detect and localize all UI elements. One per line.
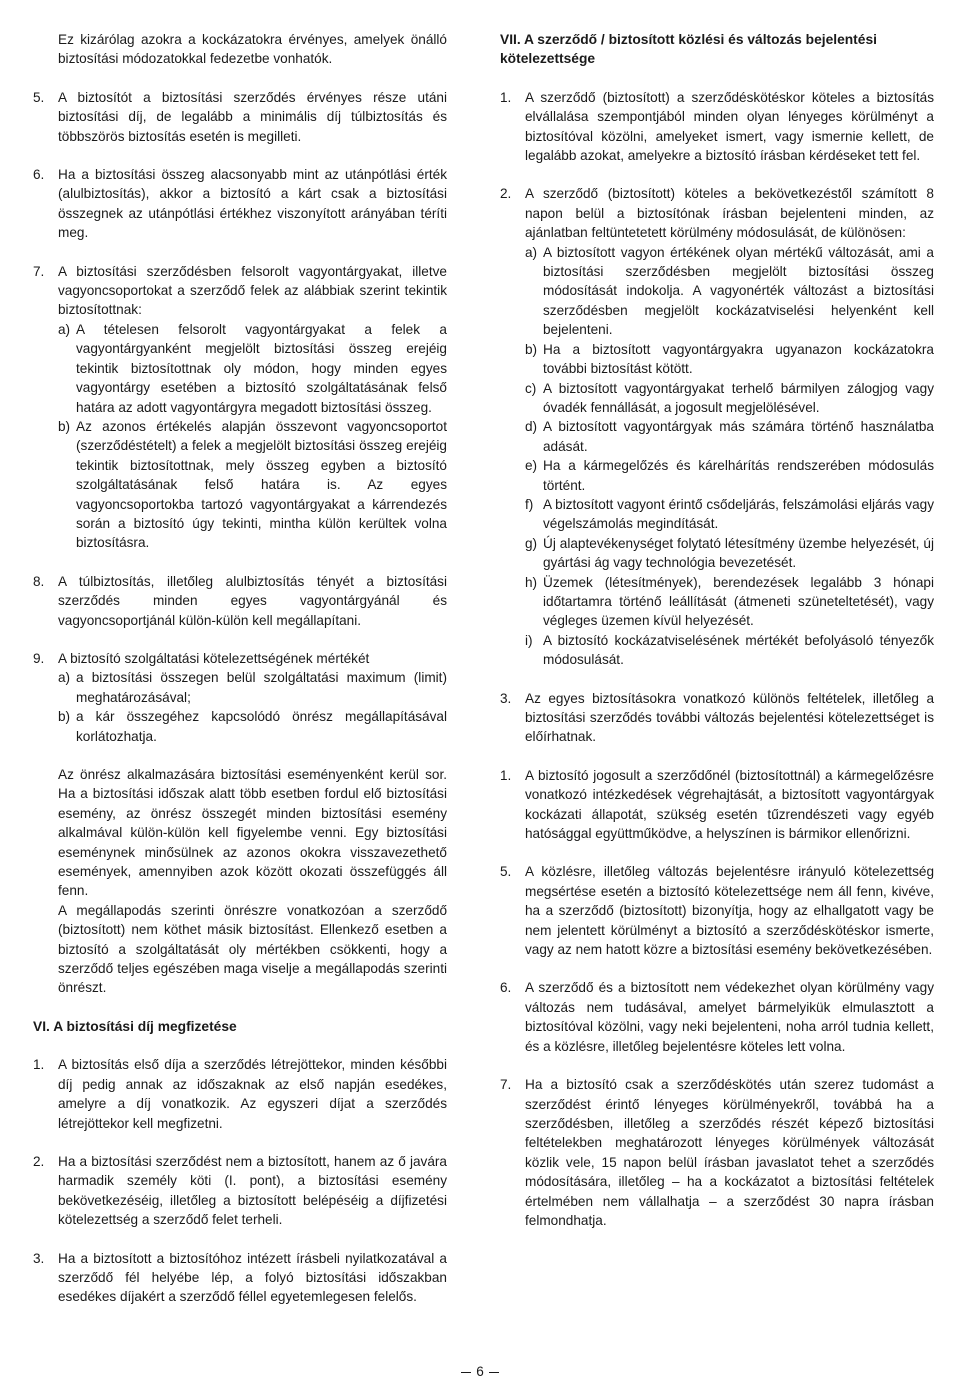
sub-text: A tételesen felsorolt vagyontárgyakat a felek a vagyontárgyanként megjelölt biztosítási összeg erejéig tekintik biztosítottnak oly módon, hogy minden egyes vagyontárgy esetében a biztosító szolgáltatásának felső határa az adott vagyontárgyra megadott biztosítási összeg.: [76, 321, 447, 415]
page-number: 6: [476, 1364, 484, 1379]
item-number: 6.: [33, 167, 45, 183]
item-number: 3.: [33, 1250, 45, 1266]
sub-text: Ha a biztosított vagyontárgyakra ugyanazon kockázatokra további biztosítást kötött.: [543, 341, 934, 377]
agreement-paragraph: A megállapodás szerinti önrészre vonatkozóan a szerződő (biztosított) nem köthet másik biztosítást. Ellenkező esetben a biztosító a szolgáltatását oly mértékben csökkenti, hogy a szerződő teljes egészében maga viselje a megállapodás szerinti önrészt.: [58, 902, 447, 996]
deductible-paragraph: Az önrész alkalmazására biztosítási eseményenként kerül sor. Ha a biztosítási időszak alatt több esetben fordul elő biztosítási esemény, az önrész összegét minden biztosítási esemény alkalmával külön-külön kell figyelembe venni. Egy biztosítási eseménynek minősülnek az azonos okokra visszavezethető események, amennyiben azok között okozati összefüggés áll fenn.: [58, 767, 447, 899]
item-number: 8.: [33, 573, 45, 589]
sub-text: A biztosított vagyont érintő csődeljárás, felszámolási eljárás vagy végelszámolás megindítását.: [543, 496, 934, 532]
item-text: A biztosítót a biztosítási szerződés érvényes része utáni biztosítási díj, de legalább a minimális díj túlbiztosítás és többszörös biztosítás esetén is megilleti.: [58, 89, 447, 144]
sub-item-a: [58, 668, 447, 707]
section-6-item-2: [33, 1152, 447, 1230]
item-number: 3.: [500, 690, 512, 706]
item-text: Ha a biztosítási szerződést nem a biztosított, hanem az ő javára harmadik személy köti (I. pont), a biztosítási esemény bekövetkezéséig, illetőleg a biztosított belépéséig a díjfizetési kötelezettség a szerződő felet terheli.: [58, 1153, 447, 1228]
section-7-item-4: [500, 766, 934, 844]
item-text: A biztosítás első díja a szerződés létrejöttekor, minden későbbi díj pedig annak az időszaknak az első napján esedékes, amelyre a díj vonatkozik. Az egyszeri díjat a szerződés létrejöttekor kell megfizetni.: [58, 1057, 447, 1131]
item-number: 5.: [500, 864, 512, 880]
section-7-item-2: [500, 184, 934, 669]
footer-dash-left: [461, 1372, 471, 1373]
list-item-9: [33, 649, 447, 998]
section-7-item-5: [500, 862, 934, 959]
sub-letter: b): [58, 418, 71, 434]
item-number: 1.: [33, 1057, 45, 1073]
item-text: A biztosító szolgáltatási kötelezettségének mértékét: [58, 650, 370, 666]
item-text: A biztosítási szerződésben felsorolt vagyontárgyakat, illetve vagyoncsoportokat a szerződő felek az alábbiak szerint tekintik biztosítottnak:: [58, 263, 447, 318]
sub-item-a: [525, 243, 934, 340]
section-7-item-6: [500, 978, 934, 1056]
item-text: A biztosító jogosult a szerződőnél (biztosítottnál) a kármegelőzésre vonatkozó intézkedések végrehajtását, a biztosított vagyontárgyak kockázati állapotát, szükség esetén tűzrendészeti vagy egyéb hatósággal együttműködve, a helyszínen is bármikor ellenőrizni.: [525, 767, 934, 842]
sub-letter: a): [58, 670, 71, 686]
sub-letter: g): [525, 535, 538, 551]
sub-text: Üzemek (létesítmények), berendezések legalább 3 hónapi időtartamra történő leállítását (átmeneti szüneteltetését), vagy végleges üzemen kívül helyezését.: [543, 574, 934, 629]
item-number: 7.: [500, 1077, 512, 1093]
sub-text: A biztosító kockázatviselésének mértékét befolyásoló tényezők módosulását.: [543, 632, 934, 668]
footer-dash-right: [489, 1372, 499, 1373]
left-column: [33, 30, 447, 1326]
section-7-item-3: [500, 689, 934, 747]
sub-text: Új alaptevékenységet folytató létesítmény üzembe helyezését, új gyártási ág vagy technológia bevezetését.: [543, 535, 934, 571]
section-7-title: VII. A szerződő / biztosított közlési és változás bejelentési kötelezettsége: [500, 32, 877, 67]
sub-letter: d): [525, 419, 538, 435]
sub-text: Az azonos értékelés alapján összevont vagyoncsoportot (szerződéstételt) a felek a megjelölt biztosítási összeg erejéig tekintik biztosítottnak, mely összeg egyben a biztosító szolgáltatásának felső határa is. Az egyes vagyoncsoportokba tartozó vagyontárgyakat a kárrendezés során a biztosító úgy tekinti, mintha külön kerültek volna biztosításra.: [76, 418, 447, 551]
sub-item-e: [525, 456, 934, 495]
sub-item-f: [525, 495, 934, 534]
sub-letter: b): [58, 709, 71, 725]
item-number: 6.: [500, 980, 512, 996]
sub-letter: c): [525, 380, 537, 396]
sub-item-i: [525, 631, 934, 670]
list-item-7: [33, 262, 447, 553]
item-number: 1.: [500, 89, 512, 105]
sub-text: A biztosított vagyontárgyak más számára történő használatba adását.: [543, 419, 934, 454]
sub-item-b: [58, 707, 447, 746]
sub-letter: b): [525, 341, 538, 357]
page-footer: [0, 1362, 960, 1379]
sub-item-b: [525, 340, 934, 379]
item-text: A túlbiztosítás, illetőleg alulbiztosítás tényét a biztosítási szerződés minden egyes vagyontárgyánál és vagyoncsoportjánál külön-külön kell megállapítani.: [58, 573, 447, 628]
sub-letter: a): [525, 244, 538, 260]
sub-letter: f): [525, 496, 534, 512]
item-number: 1.: [500, 767, 512, 783]
item-text: A szerződő és a biztosított nem védekezhet olyan körülmény vagy változás nem tudásával, amelyet bármelyikük elmulasztott a biztosítóval közölni, vagy neki bejelenteni, noha arról tudnia kellett, és a közlésre, illetőleg bejelentésre köteles lett volna.: [525, 980, 934, 1054]
item-text: Ha a biztosító csak a szerződéskötés után szerez tudomást a szerződést érintő lényeges körülményekről, továbbá ha a szerződésben, illetőleg a szerződés részét képező biztosítási feltételekben meghatározott lényeges körülmények változását közlik vele, 15 napon belül írásban javaslatot tehet a szerződés módosítására, illetőleg – ha a kockázatot a biztosítási feltételek értelmében nem vállalhatja – a szerződést 30 napra írásban felmondhatja.: [525, 1077, 934, 1228]
sub-item-d: [525, 417, 934, 456]
item-number: 5.: [33, 89, 45, 105]
item-text: Ha a biztosítási összeg alacsonyabb mint az utánpótlási érték (alulbiztosítás), akkor a biztosító a kárt csak a biztosítási összegnek az utánpótlási értékhez viszonyított arányában téríti meg.: [58, 167, 447, 241]
intro-paragraph: Ez kizárólag azokra a kockázatokra érvényes, amelyek önálló biztosítási módozatokkal fedezetbe vonhatók.: [58, 32, 447, 67]
item-text: A szerződő (biztosított) köteles a bekövetkezéstől számított 8 napon belül a biztosítónak írásban bejelenteni minden, az ajánlatban feltüntetetett körülmény módosulását, de különösen:: [525, 186, 934, 241]
sub-item-g: [525, 534, 934, 573]
sub-text: a biztosítási összegen belül szolgáltatási maximum (limit) meghatározásával;: [76, 670, 447, 705]
sub-letter: i): [525, 632, 533, 648]
item-number: 2.: [500, 186, 512, 202]
sub-item-c: [525, 379, 934, 418]
item-number: 7.: [33, 263, 45, 279]
sub-text: Ha a kármegelőzés és kárelhárítás rendszerében módosulás történt.: [543, 458, 934, 493]
sub-item-h: [525, 573, 934, 631]
sub-item-b: [58, 417, 447, 553]
sub-item-a: [58, 320, 447, 417]
item-number: 9.: [33, 650, 45, 666]
section-7-item-7: [500, 1075, 934, 1230]
item-text: A közlésre, illetőleg változás bejelentésre irányuló kötelezettség megsértése esetén a biztosító kötelezettsége nem áll fenn, kivéve, ha a szerződő (biztosított) bizonyítja, hogy az elhallgatott vagy be nem jelentett körülményt a biztosító a szerződéskötéskor ismerte, vagy az nem hatott közre a biztosítási esemény bekövetkezésében.: [525, 864, 934, 958]
list-item-8: [33, 572, 447, 630]
section-6-item-1: [33, 1055, 447, 1133]
sub-text: a kár összegéhez kapcsolódó önrész megállapításával korlátozhatja.: [76, 709, 447, 744]
item-number: 2.: [33, 1153, 45, 1169]
sub-letter: e): [525, 458, 538, 474]
section-6-title: VI. A biztosítási díj megfizetése: [33, 1018, 237, 1034]
sub-letter: a): [58, 321, 71, 337]
sub-letter: h): [525, 574, 538, 590]
item-text: Az egyes biztosításokra vonatkozó különös feltételek, illetőleg a biztosítási szerződés további változás bejelentési kötelezettséget is előírhatnak.: [525, 690, 934, 745]
list-item-6: [33, 165, 447, 243]
item-text: A szerződő (biztosított) a szerződéskötéskor köteles a biztosítás elvállalása szempontjából minden olyan lényeges körülményt a biztosítóval közölni, amelyeket ismert, vagy ismernie kellett, de legalább azokat, amelyekre a biztosító írásban kérdéseket tett fel.: [525, 89, 934, 164]
right-column: [500, 30, 934, 1249]
section-6-item-3: [33, 1249, 447, 1307]
section-7-item-1: [500, 88, 934, 166]
list-item-5: [33, 88, 447, 146]
sub-text: A biztosított vagyontárgyakat terhelő bármilyen zálogjog vagy óvadék fennállását, a jogosult megjelölésével.: [543, 380, 934, 415]
item-text: Ha a biztosított a biztosítóhoz intézett írásbeli nyilatkozatával a szerződő fél helyébe lép, a folyó biztosítási időszakban esedékes díjakért a szerződő féllel egyetemlegesen felelős.: [58, 1250, 447, 1305]
sub-text: A biztosított vagyon értékének olyan mértékű változását, ami a biztosítási szerződésben megjelölt biztosítási összeg módosítását indokolja. A vagyonérték változást a biztosítási szerződésben megjelölt kockázatviselési helyenként kell bejelenteni.: [543, 244, 934, 338]
